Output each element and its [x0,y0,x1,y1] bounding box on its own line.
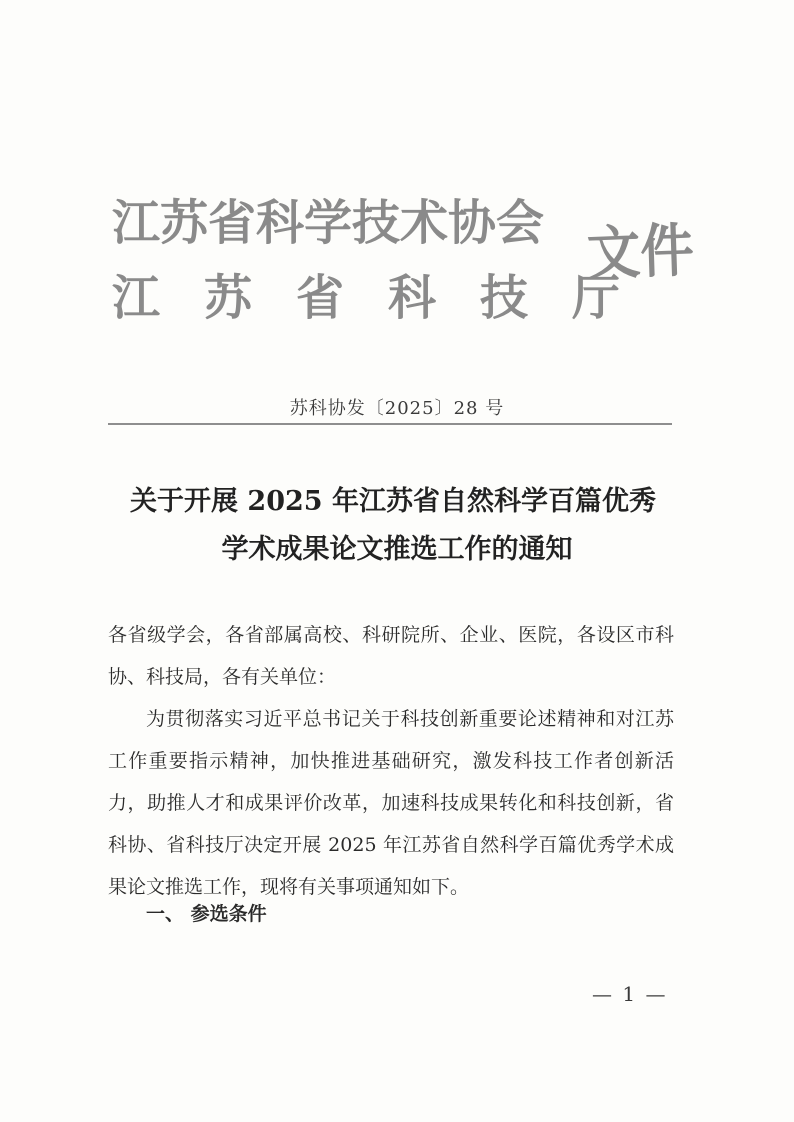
section-heading-1: 一、 参选条件 [146,903,267,925]
salutation-addressees: 各省级学会，各省部属高校、科研院所、企业、医院，各设区市科协、科技局，各有关单位： [108,624,674,688]
page-number: — 1 — [592,982,668,1006]
document-title-line-1: 关于开展 2025 年江苏省自然科学百篇优秀 [130,486,656,517]
issuer-name-science-department: 江苏省科技厅 [112,270,665,326]
body-paragraph-1: 为贯彻落实习近平总书记关于科技创新重要论述精神和对江苏工作重要指示精神，加快推进基础研究，激发科技工作者创新活力，助推人才和成果评价改革，加速科技成果转化和科技创新，省科协、省科技厅决定开展 2025 年江苏省自然科学百篇优秀学术成果论文推选工作，现将有关事项通知如下。 [108,708,674,898]
document-title-line-2: 学术成果论文推选工作的通知 [221,534,573,565]
issuer-name-science-association: 江苏省科学技术协会 [112,195,545,251]
header-divider-rule [108,423,672,425]
document-number: 苏科协发〔2025〕28 号 [289,398,505,419]
document-word-wenjian: 文件 [585,215,695,288]
